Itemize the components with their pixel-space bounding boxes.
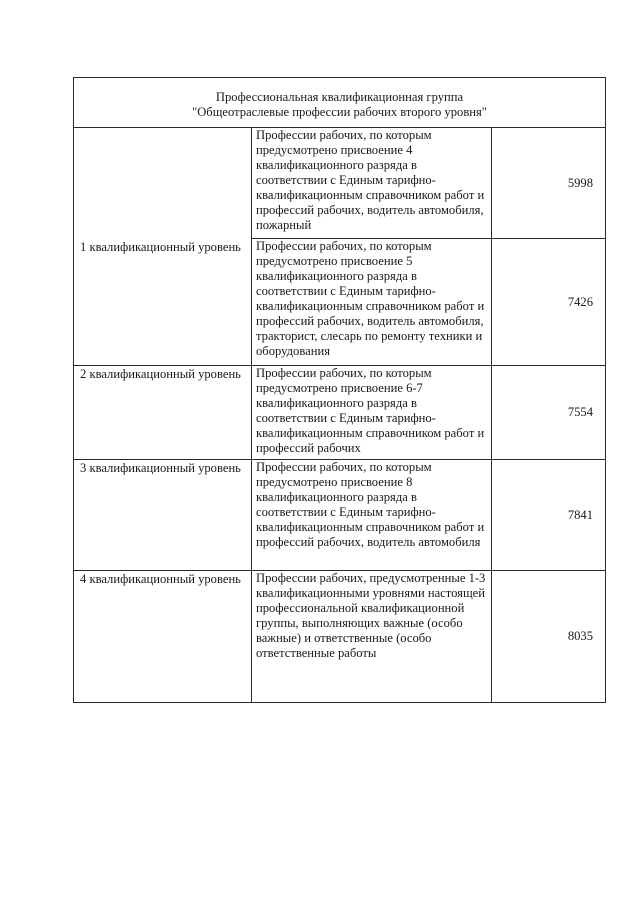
description-cell: Профессии рабочих, по которым предусмотрено присвоение 5 квалификационного разряда в соответствии с Единым тарифно-квалификационным справочником работ и профессий рабочих, водитель автомобиля, тракторист, слесарь по ремонту техники и оборудования: [252, 239, 492, 366]
table-header: [74, 78, 606, 128]
table-row: [74, 460, 606, 571]
table-row: [74, 571, 606, 703]
level-cell: 1 квалификационный уровень: [74, 128, 252, 366]
value-cell: 7841: [492, 460, 606, 571]
value-cell: 7426: [492, 239, 606, 366]
level-cell: 4 квалификационный уровень: [74, 571, 252, 703]
description-cell: Профессии рабочих, по которым предусмотрено присвоение 4 квалификационного разряда в соответствии с Единым тарифно-квалификационным справочником работ и профессий рабочих, водитель автомобиля, пожарный: [252, 128, 492, 239]
description-cell: Профессии рабочих, по которым предусмотрено присвоение 8 квалификационного разряда в соответствии с Единым тарифно-квалификационным справочником работ и профессий рабочих, водитель автомобиля: [252, 460, 492, 571]
table-row: [74, 128, 606, 239]
group-name: "Общеотраслевые профессии рабочих второго уровня": [192, 104, 487, 119]
value-cell: 7554: [492, 366, 606, 460]
value-cell: 8035: [492, 571, 606, 703]
level-cell: 3 квалификационный уровень: [74, 460, 252, 571]
value-cell: 5998: [492, 128, 606, 239]
level-cell: 2 квалификационный уровень: [74, 366, 252, 460]
description-cell: Профессии рабочих, предусмотренные 1-3 квалификационными уровнями настоящей профессиональной квалификационной группы, выполняющих важные (особо важные) и ответственные (особо ответственные работы: [252, 571, 492, 703]
group-title: Профессиональная квалификационная группа: [215, 89, 464, 104]
salary-table: [73, 77, 606, 703]
description-cell: Профессии рабочих, по которым предусмотрено присвоение 6-7 квалификационного разряда в соответствии с Единым тарифно-квалификационным справочником работ и профессий рабочих: [252, 366, 492, 460]
table-row: [74, 366, 606, 460]
